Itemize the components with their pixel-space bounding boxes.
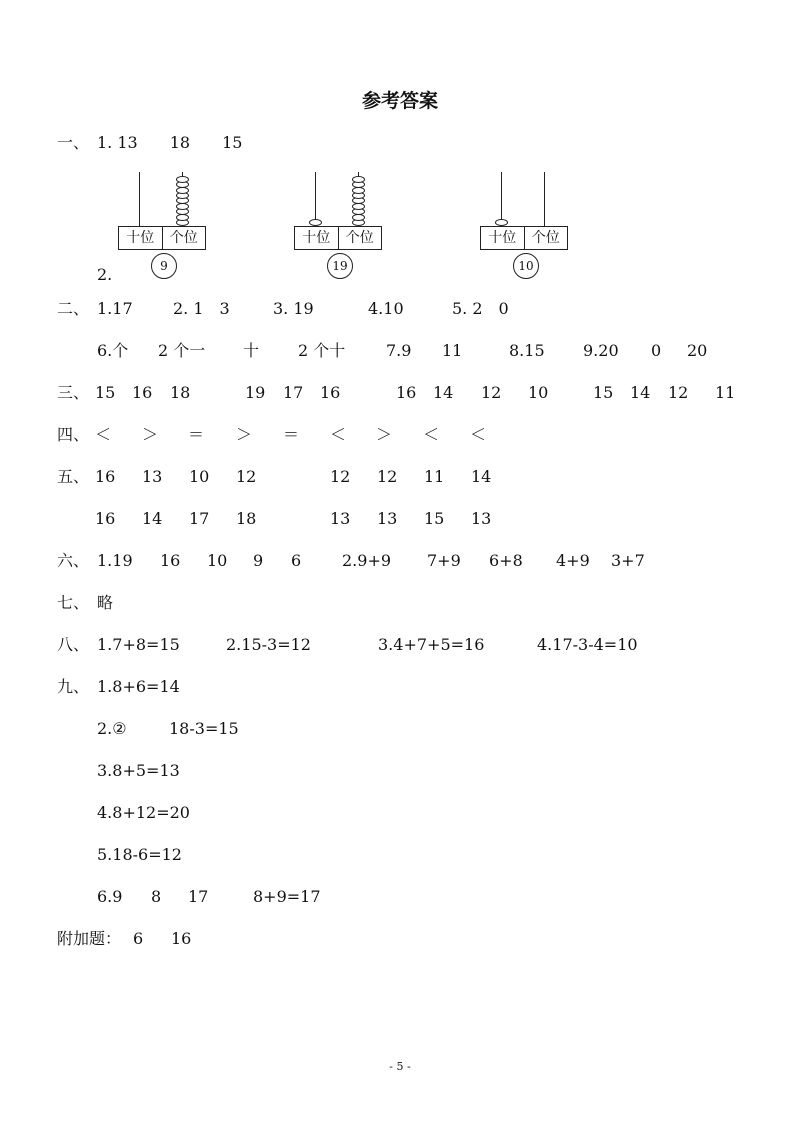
- abacus-bead: [176, 176, 189, 183]
- ones-label: 个位: [531, 230, 560, 246]
- abacus-bead: [495, 219, 508, 226]
- tens-label: 十位: [119, 227, 163, 249]
- section-7-text: 略: [97, 593, 114, 612]
- section-6-label: 六、: [57, 551, 90, 570]
- section-4-label: 四、: [57, 425, 90, 444]
- answer-circle: 19: [327, 253, 353, 279]
- section-5-label: 五、: [57, 467, 90, 486]
- tens-label: 十位: [481, 227, 525, 249]
- section-9-l5: 5.18-6=12: [97, 845, 182, 864]
- abacus-bead: [352, 176, 365, 183]
- answer-circle: 9: [151, 253, 177, 279]
- section-3-label: 三、: [57, 383, 90, 402]
- section-1-q1: 1. 13 18 15: [97, 133, 243, 152]
- section-7-label: 七、: [57, 593, 90, 612]
- answer-circle: 10: [513, 253, 539, 279]
- abacus-2: [294, 172, 404, 282]
- ones-label: 个位: [169, 230, 198, 246]
- section-9-label: 九、: [57, 677, 90, 696]
- section-9-l3: 3.8+5=13: [97, 761, 180, 780]
- section-9-l1: 1.8+6=14: [97, 677, 180, 696]
- section-8-label: 八、: [57, 635, 90, 654]
- page-number: - 5 -: [389, 1060, 411, 1073]
- abacus-3: [480, 172, 590, 282]
- tens-label: 十位: [295, 227, 339, 249]
- abacus-bead: [309, 219, 322, 226]
- section-9-l4: 4.8+12=20: [97, 803, 190, 822]
- extra-label: 附加题：: [57, 929, 122, 948]
- ones-label: 个位: [345, 230, 374, 246]
- page-title: 参考答案: [361, 90, 438, 112]
- abacus-1: [118, 172, 228, 282]
- section-1-q2: 2.: [97, 265, 113, 284]
- section-2-label: 二、: [57, 299, 90, 318]
- section-1-label: 一、: [57, 133, 90, 152]
